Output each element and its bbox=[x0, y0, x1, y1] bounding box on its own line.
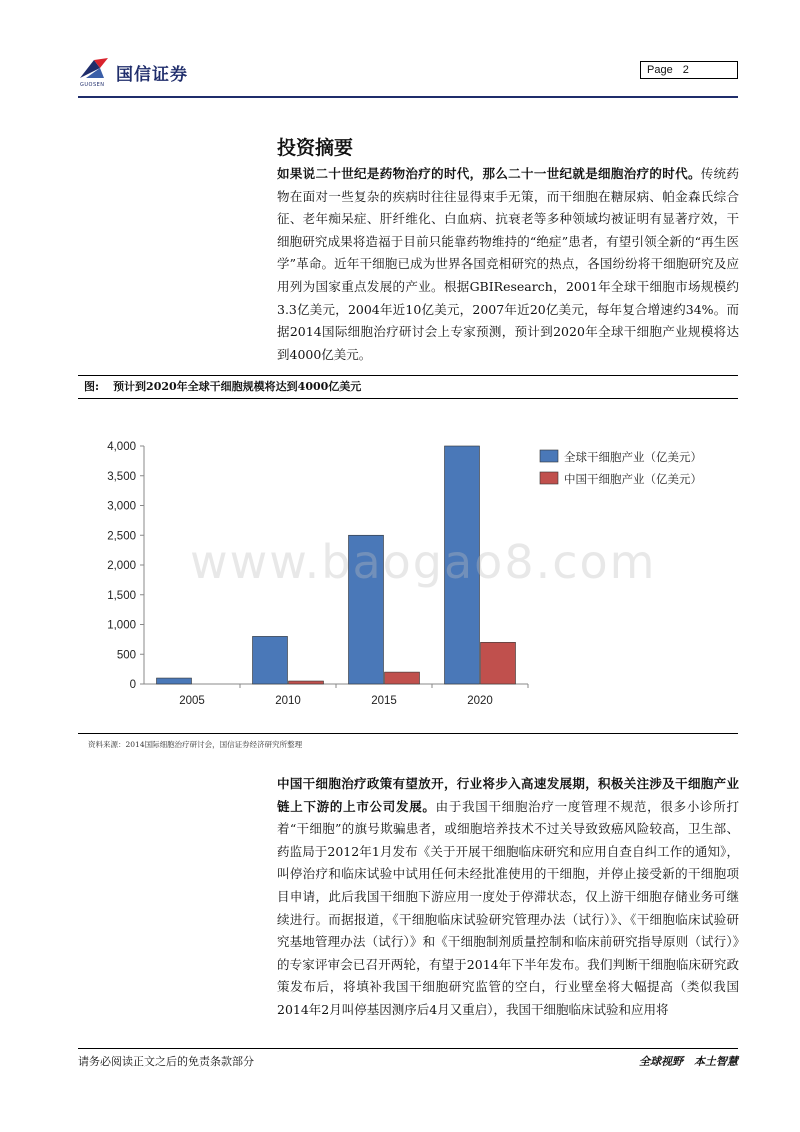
legend-swatch-china bbox=[540, 472, 558, 484]
section-title: 投资摘要 bbox=[277, 137, 354, 159]
y-tick-label: 1,500 bbox=[107, 589, 136, 602]
figure-title-bar bbox=[78, 375, 738, 399]
footer-divider bbox=[78, 1048, 738, 1049]
figure-label: 图: bbox=[84, 380, 100, 393]
figure-source: 资料来源：2014国际细胞治疗研讨会，国信证券经济研究所整理 bbox=[88, 740, 303, 749]
page-number: 2 bbox=[682, 64, 689, 76]
x-tick-label: 2020 bbox=[467, 695, 493, 707]
y-tick-label: 4,000 bbox=[107, 441, 136, 453]
watermark-text: www.baogao8.com bbox=[190, 535, 657, 589]
policy-body: 由于我国干细胞治疗一度管理不规范，很多小诊所打着“干细胞”的旗号欺骗患者，或细胞培养技术不过关导致致癌风险较高，卫生部、药监局于2012年1月发布《关于开展干细胞临床研究和应用自查自纠工作的通知》，叫停治疗和临床试验中试用任何未经批准使用的干细胞，并停止接受新的干细胞项目申请，此后我国干细胞下游应用一度处于停滞状态，仅上游干细胞存储业务可继续进行。而据报道，《干细胞临床试验研究管理办法（试行）》、《干细胞临床试验研究基地管理办法（试行）》和《干细胞制剂质量控制和临床前研究指导原则（试行）》的专家评审会已召开两轮，有望于2014年下半年发布。我们判断干细胞临床研究政策发布后，将填补我国干细胞研究监管的空白，行业壁垒将大幅提高（类似我国2014年2月叫停基因测序后4月又重启），我国干细胞临床试验和应用将 bbox=[277, 798, 739, 1017]
figure-title: 预计到2020年全球干细胞规模将达到4000亿美元 bbox=[113, 380, 362, 393]
bar-global-2010 bbox=[253, 636, 288, 684]
x-tick-label: 2015 bbox=[371, 695, 397, 707]
y-tick-label: 3,500 bbox=[107, 470, 136, 483]
y-tick-label: 2,500 bbox=[107, 530, 136, 543]
bar-china-2015 bbox=[385, 672, 420, 684]
bar-china-2020 bbox=[481, 642, 516, 684]
bar-global-2005 bbox=[157, 678, 192, 684]
page-label: Page bbox=[647, 64, 673, 76]
footer-slogan: 全球视野 本土智慧 bbox=[639, 1055, 738, 1068]
y-tick-label: 1,000 bbox=[107, 619, 136, 632]
legend-label-china: 中国干细胞产业（亿美元） bbox=[564, 472, 702, 486]
y-tick-label: 2,000 bbox=[107, 560, 136, 572]
x-tick-label: 2010 bbox=[275, 695, 301, 707]
page-indicator bbox=[640, 61, 738, 79]
policy-paragraph bbox=[277, 773, 739, 1022]
brand-sub: GUOSEN bbox=[80, 82, 105, 88]
bar-china-2010 bbox=[289, 681, 324, 684]
summary-paragraph bbox=[277, 163, 739, 366]
summary-lead: 如果说二十世纪是药物治疗的时代，那么二十一世纪就是细胞治疗的时代。 bbox=[277, 166, 701, 181]
x-tick-label: 2005 bbox=[179, 695, 205, 707]
header-divider bbox=[78, 96, 738, 98]
footer-disclaimer: 请务必阅读正文之后的免责条款部分 bbox=[78, 1055, 254, 1068]
brand-name: 国信证券 bbox=[116, 65, 188, 85]
company-logo bbox=[78, 56, 218, 92]
y-tick-label: 500 bbox=[116, 649, 136, 662]
y-tick-label: 3,000 bbox=[107, 500, 136, 513]
legend-swatch-global bbox=[540, 450, 558, 462]
guosen-logo-icon bbox=[78, 56, 112, 82]
source-divider bbox=[78, 733, 738, 734]
policy-lead: 中国干细胞治疗政策有望放开，行业将步入高速发展期，积极关注涉及干细胞产业链上下游的上市公司发展。 bbox=[277, 776, 739, 814]
summary-body: 传统药物在面对一些复杂的疾病时往往显得束手无策，而干细胞在糖尿病、帕金森氏综合征、老年痴呆症、肝纤维化、白血病、抗衰老等多种领域均被证明有显著疗效，干细胞研究成果将造福于目前只能靠药物维持的“绝症”患者，有望引领全新的“再生医学”革命。近年干细胞已成为世界各国竞相研究的热点，各国纷纷将干细胞研究及应用列为国家重点发展的产业。根据GBIResearch，2001年全球干细胞市场规模约3.3亿美元，2004年近10亿美元，2007年近20亿美元，每年复合增速约34%。而据2014国际细胞治疗研讨会上专家预测，预计到2020年全球干细胞产业规模将达到4000亿美元。 bbox=[277, 166, 739, 362]
y-tick-label: 0 bbox=[129, 679, 136, 691]
legend-label-global: 全球干细胞产业（亿美元） bbox=[564, 450, 702, 464]
